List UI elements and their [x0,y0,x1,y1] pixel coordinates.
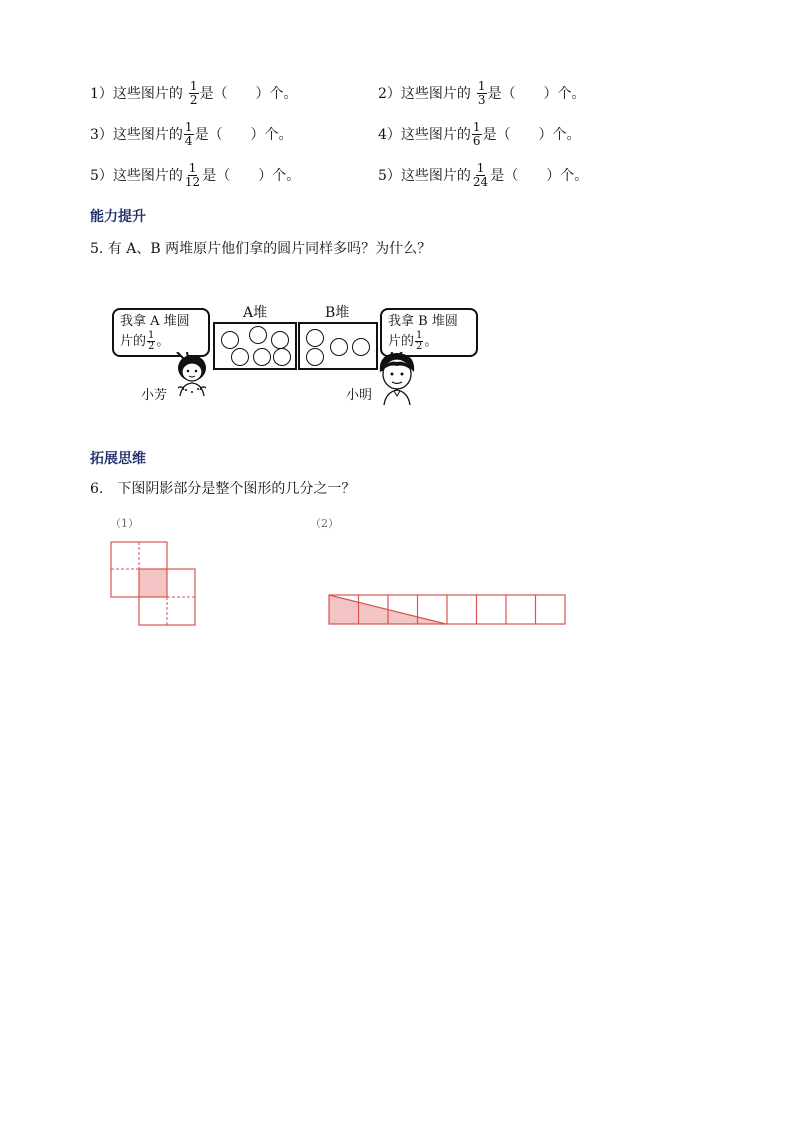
fraction-numerator: 1 [188,161,197,175]
circle-icon [271,331,289,349]
question-prefix: 5）这些图片的 [378,167,471,184]
fraction-numerator: 1 [184,120,193,134]
bubble-line-2 [388,331,470,352]
bubble-line: 我拿 A 堆圆 [120,314,190,329]
fraction-denominator: 6 [472,134,481,148]
question-suffix: 是（ ）个。 [194,126,293,143]
fraction-question-5 [90,162,300,189]
question-prefix: 2）这些图片的 [378,85,471,102]
section-title-ability: 能力提升 [90,209,146,225]
question-suffix: 是（ ）个。 [490,167,589,184]
circle-icon [306,348,324,366]
bubble-line: 我拿 B 堆圆 [388,314,458,329]
circle-icon [253,348,271,366]
circle-icon [330,338,348,356]
question-prefix: 1）这些图片的 [90,85,183,102]
fraction [472,121,482,148]
fraction-denominator: 4 [184,134,193,148]
fraction-question-2 [378,80,586,107]
bubble-text: 片的 [388,333,415,349]
fraction-numerator: 1 [476,161,485,175]
fraction-denominator: 2 [148,341,155,352]
question-prefix: 4）这些图片的 [378,126,471,143]
fraction-denominator: 2 [189,93,198,107]
speech-bubble-left [112,308,210,357]
question-5-text: 5. 有 A、B 两堆原片他们拿的圆片同样多吗？为什么？ [90,241,432,257]
section-title-extend: 拓展思维 [90,451,146,467]
question-suffix: 是（ ）个。 [199,85,298,102]
figure-1-grid [108,540,198,630]
figure-2-label: （2） [310,517,339,530]
fraction-denominator: 2 [416,341,423,352]
fraction-denominator: 12 [184,175,201,189]
figure-2-grid [326,592,568,628]
fraction-question-6 [378,162,588,189]
question-suffix: 是（ ）个。 [482,126,581,143]
circle-icon [352,338,370,356]
circle-icon [231,348,249,366]
bubble-text: 片的 [120,333,147,349]
name-xiaofang: 小芳 [141,388,168,403]
circle-icon [249,326,267,344]
question-prefix: 5）这些图片的 [90,167,183,184]
fraction-question-1 [90,80,298,107]
fraction [147,331,155,352]
boy-xiaoming-icon [374,350,420,406]
name-xiaoming: 小明 [346,388,373,403]
bubble-text: 。 [424,333,438,349]
fraction [477,80,487,107]
fraction [189,80,199,107]
bubble-text: 。 [156,333,170,349]
fraction-denominator: 24 [472,175,489,189]
fraction-numerator: 1 [477,79,486,93]
pile-b-box [298,322,378,370]
fraction-denominator: 3 [477,93,486,107]
fraction-numerator: 1 [148,330,155,341]
fraction-numerator: 1 [189,79,198,93]
pile-b-label: B堆 [325,305,350,321]
question-6-text: 6. 下图阴影部分是整个图形的几分之一？ [90,481,356,497]
circle-icon [273,348,291,366]
pile-a-label: A堆 [243,305,268,321]
bubble-line-2 [120,331,202,352]
fraction-numerator: 1 [416,330,423,341]
fraction [472,162,489,189]
circle-icon [306,329,324,347]
fraction-question-4 [378,121,581,148]
girl-xiaofang-icon [170,352,214,398]
fraction [184,162,201,189]
shaded-square [139,569,167,597]
question-prefix: 3）这些图片的 [90,126,183,143]
question-suffix: 是（ ）个。 [202,167,301,184]
fraction [415,331,423,352]
question-suffix: 是（ ）个。 [487,85,586,102]
pile-a-box [213,322,297,370]
fraction [184,121,194,148]
fraction-numerator: 1 [472,120,481,134]
circle-icon [221,331,239,349]
fraction-question-3 [90,121,293,148]
figure-1-label: （1） [110,517,139,530]
